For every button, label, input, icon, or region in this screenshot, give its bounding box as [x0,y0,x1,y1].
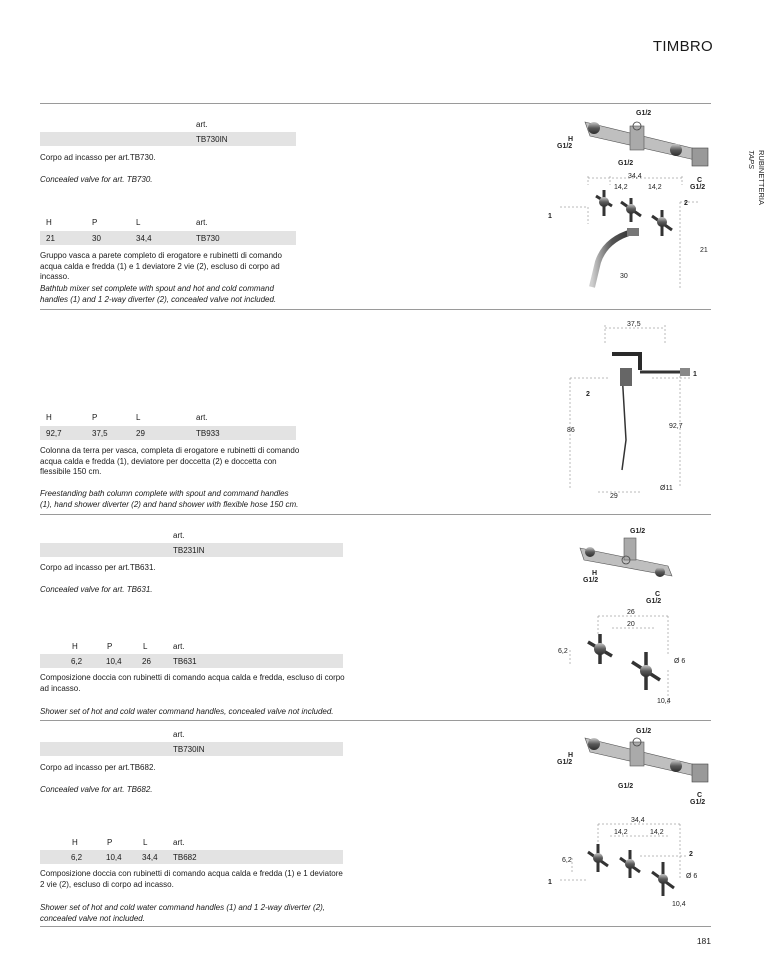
valve-desc-en: Concealed valve for art. TB631. [40,585,153,594]
value-h: 6,2 [71,657,83,666]
art-label: art. [196,120,208,129]
dim-g12: G1/2 [690,799,706,806]
header-l: L [143,642,148,651]
art-label: art. [173,531,185,540]
value-p: 37,5 [92,429,108,438]
dim-l: 29 [610,493,618,500]
header-p: P [107,838,113,847]
value-art: TB631 [173,657,197,666]
header-l: L [136,413,141,422]
dim-n2: 2 [684,200,688,207]
dim-g12: G1/2 [690,184,706,191]
header-art: art. [173,642,185,651]
dim-g12: G1/2 [630,528,646,535]
dim-h: 21 [700,247,708,254]
dim-w: 34,4 [628,173,642,180]
shower-drawing-tb682 [548,817,697,908]
dim-w: 34,4 [631,817,645,824]
dim-p: 30 [620,273,628,280]
value-p: 30 [92,234,101,243]
header-h: H [72,642,78,651]
header-l: L [136,218,141,227]
product-desc-it: Gruppo vasca a parete completo di erogatore e rubinetti di comando acqua calda e fredda (1) e 1 deviatore 2 vie (2), escluso di corpo ad incasso. [40,251,282,281]
header-h: H [72,838,78,847]
art-label: art. [173,730,185,739]
product-desc-en: Shower set of hot and cold water command handles, concealed valve not included. [40,707,334,716]
dim-h: 6,2 [562,857,572,864]
dim-h1: 86 [567,427,575,434]
category-it: RUBINETTERIA [757,150,766,206]
dim-p: 10,4 [657,698,671,705]
product-desc-it: Composizione doccia con rubinetti di comando acqua calda e fredda, escluso di corpo ad incasso. [40,673,345,693]
dim-c: C [697,177,703,184]
dim-n1: 1 [693,371,697,378]
product-desc-en: Freestanding bath column complete with spout and command handles (1), hand shower diverter (2) and hand shower with flexible hose 150 cm. [40,489,299,509]
product-desc-en: Bathtub mixer set complete with spout and hot and cold command handles (1) and 1 2-way diverter (2), concealed valve not included. [40,284,277,304]
dim-p: 10,4 [672,901,686,908]
value-h: 21 [46,234,55,243]
header-p: P [92,218,98,227]
value-art: TB730 [196,234,220,243]
shower-drawing-tb631 [558,609,685,706]
dim-n1: 1 [548,213,552,220]
dim-h: H [568,136,574,143]
dim-dia: Ø 6 [674,658,686,665]
dim-g12: G1/2 [557,143,573,150]
value-p: 10,4 [106,853,122,862]
brand-title: TIMBRO [652,38,713,55]
value-h: 6,2 [71,853,83,862]
dim-dia: Ø 6 [686,873,698,880]
dim-h: 6,2 [558,648,568,655]
dim-p: 37,5 [627,321,641,328]
dim-g12: G1/2 [618,160,634,167]
value-l: 26 [142,657,151,666]
dim-b: 14,2 [650,829,664,836]
header-art: art. [173,838,185,847]
dim-c: C [697,792,703,799]
valve-desc-it: Corpo ad incasso per art.TB631. [40,563,156,572]
category-en: TAPS [747,150,756,170]
header-h: H [46,218,52,227]
value-art: TB933 [196,429,220,438]
dim-a: 20 [627,621,635,628]
dim-b: 14,2 [648,184,662,191]
value-l: 29 [136,429,145,438]
valve-code: TB231IN [173,546,205,555]
value-l: 34,4 [142,853,158,862]
dim-a: 14,2 [614,829,628,836]
dim-a: 14,2 [614,184,628,191]
dim-n2: 2 [689,851,693,858]
header-l: L [143,838,148,847]
valve-drawing-tb730in [557,728,708,806]
product-desc-it: Colonna da terra per vasca, completa di erogatore e rubinetti di comando acqua calda e fredda (1), deviatore per doccetta (2) e doccetta con flessibile 150 cm. [40,446,300,476]
value-l: 34,4 [136,234,152,243]
header-p: P [107,642,113,651]
dim-g12: G1/2 [583,577,599,584]
value-art: TB682 [173,853,197,862]
valve-desc-it: Corpo ad incasso per art.TB682. [40,763,156,772]
dim-g12: G1/2 [646,598,662,605]
mixer-drawing-tb730 [548,173,708,290]
valve-code: TB730IN [196,135,228,144]
valve-code: TB730IN [173,745,205,754]
header-h: H [46,413,52,422]
dim-g12: G1/2 [636,728,652,735]
dim-h2: 92,7 [669,423,683,430]
dim-c: C [655,591,661,598]
dim-g12: G1/2 [557,759,573,766]
dim-n2: 2 [586,391,590,398]
value-p: 10,4 [106,657,122,666]
valve-desc-en: Concealed valve for art. TB730. [40,175,153,184]
dim-h: H [568,752,574,759]
dim-n1: 1 [548,879,552,886]
valve-desc-it: Corpo ad incasso per art.TB730. [40,153,156,162]
value-h: 92,7 [46,429,62,438]
dim-dia: Ø11 [660,485,673,492]
valve-drawing-tb231in [580,528,672,605]
dim-w: 26 [627,609,635,616]
valve-desc-en: Concealed valve for art. TB682. [40,785,153,794]
dim-g12: G1/2 [618,783,634,790]
product-desc-en: Shower set of hot and cold water command handles (1) and 1 2-way diverter (2), concealed valve not included. [40,903,326,923]
header-art: art. [196,413,208,422]
column-drawing-tb933 [567,321,697,500]
page-number: 181 [696,936,711,946]
product-desc-it: Composizione doccia con rubinetti di comando acqua calda e fredda (1) e 1 deviatore 2 vie (2), escluso di corpo ad incasso. [40,869,343,889]
header-p: P [92,413,98,422]
header-art: art. [196,218,208,227]
dim-g12: G1/2 [636,110,652,117]
dim-h: H [592,570,598,577]
